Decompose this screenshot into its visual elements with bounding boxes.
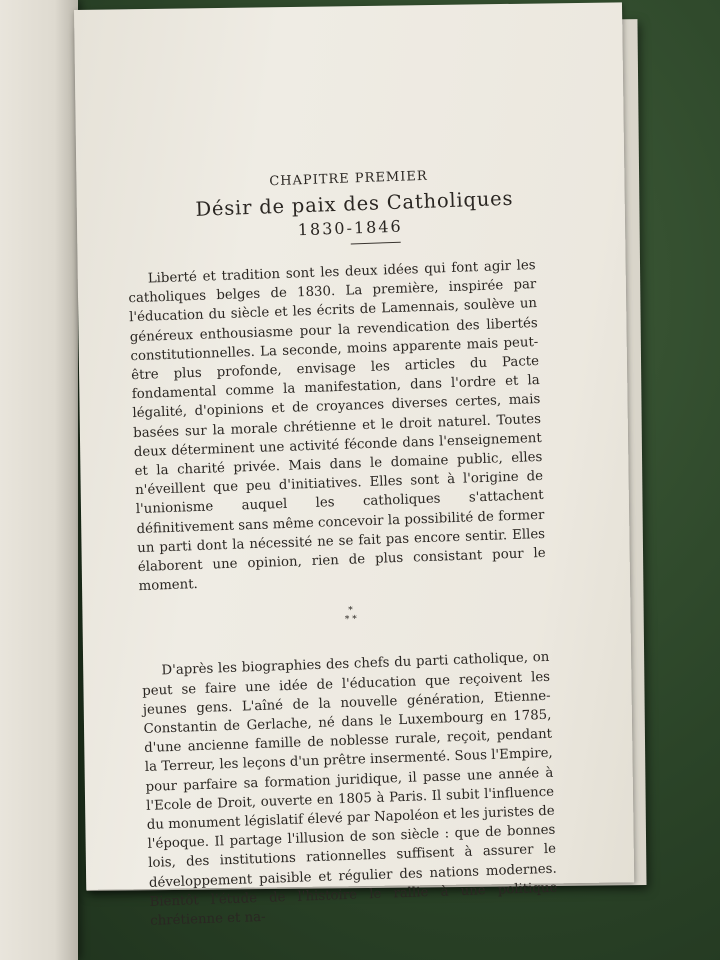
chapter-title: Désir de paix des Catholiques: [195, 186, 514, 221]
paragraph-1: Liberté et tradition sont les deux idées qui font agir les catholiques belges de 1830. La première, inspirée par l'éducation du siècle et les écrits de Lamennais, soulève un généreux enthousiasme pour la revendication des libertés constitutionnelles. La seconde, moins apparente mais peut-être plus profonde, envisage les articles du Pacte fondamental comme la manifestation, dans l'ordre et la légalité, d'opinions et de croyances diverses certes, mais basées sur la morale chrétienne et le droit naturel. Toutes deux déterminent une activité féconde dans l'enseignement et la charité privée. Mais dans le domaine public, elles n'éveillent que peu d'initiatives. Elles sont à l'origine de l'unionisme auquel les catholiques s'attachent définitivement sans même concevoir la possibilité de former un parti dont la nécessité ne se fait pas encore sentir. Elles élaborent une opinion, rien de plus consistant pour le moment.: [128, 258, 546, 595]
book-page: [74, 2, 634, 929]
asterism-top: *: [348, 606, 354, 617]
page-content: [124, 165, 558, 931]
paragraph-2: D'après les biographies des chefs du parti catholique, on peut se faire une idée de l'éducation que reçoivent les jeunes gens. L'aîné de la nouvelle génération, Etienne-Constantin de Gerlache, né dans le Luxembourg en 1785, d'une ancienne famille de noblesse rurale, reçoit, pendant la Terreur, les leçons d'un prêtre insermenté. Sous l'Empire, pour parfaire sa formation juridique, il passe une année à l'Ecole de Droit, ouverte en 1805 à Paris. Il subit l'influence du monument législatif élevé par Napoléon et les juristes de l'époque. Il partage l'illusion de son siècle : que de bonnes lois, des institutions rationnelles suffisent à assurer le développement paisible et régulier des nations modernes. Bientôt l'étude de l'histoire le rallie à une politique chrétienne et na-: [141, 650, 558, 929]
asterism: [154, 600, 548, 632]
chapter-years: 1830-1846: [297, 216, 403, 240]
asterism-bottom: * *: [344, 614, 357, 626]
facing-page: [0, 0, 78, 960]
chapter-label: CHAPITRE PREMIER: [269, 168, 428, 190]
title-rule: [351, 242, 401, 245]
